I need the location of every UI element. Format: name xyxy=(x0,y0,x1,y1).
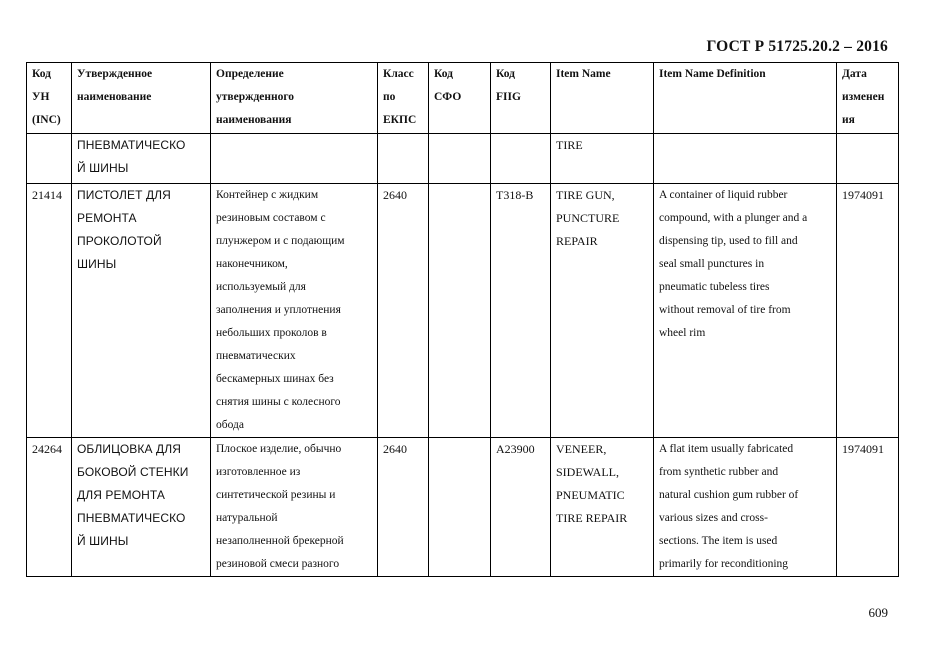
cell-class-ekps: 2640 xyxy=(378,184,429,438)
table-row xyxy=(27,134,899,184)
classifier-table xyxy=(26,62,899,577)
cell-item-name: VENEER, SIDEWALL, PNEUMATIC TIRE REPAIR xyxy=(551,438,654,577)
cell-item-name: TIRE xyxy=(551,134,654,184)
cell-approved-name: ПИСТОЛЕТ ДЛЯ РЕМОНТА ПРОКОЛОТОЙ ШИНЫ xyxy=(72,184,211,438)
cell-date-changed xyxy=(837,134,899,184)
cell-code-inc: 21414 xyxy=(27,184,72,438)
cell-item-name-definition xyxy=(654,134,837,184)
page-number: 609 xyxy=(868,605,888,620)
cell-approved-name: ОБЛИЦОВКА ДЛЯ БОКОВОЙ СТЕНКИ ДЛЯ РЕМОНТА ПНЕВМАТИЧЕСКО Й ШИНЫ xyxy=(72,438,211,577)
table-row xyxy=(27,438,899,577)
document-standard-title: ГОСТ Р 51725.20.2 – 2016 xyxy=(706,38,888,55)
cell-definition-ru: Контейнер с жидким резиновым составом с плунжером и с подающим наконечником, используемый для заполнения и уплотнения небольших проколов в пневматических бескамерных шинах без снятия шины с колесного обода xyxy=(211,184,378,438)
cell-code-fiig: A23900 xyxy=(491,438,551,577)
table-header-row xyxy=(27,63,899,134)
cell-class-ekps xyxy=(378,134,429,184)
cell-item-name: TIRE GUN, PUNCTURE REPAIR xyxy=(551,184,654,438)
cell-item-name-definition: A flat item usually fabricated from synthetic rubber and natural cushion gum rubber of various sizes and cross- sections. The item is used primarily for reconditioning xyxy=(654,438,837,577)
header-code-inc: Код УН (INC) xyxy=(27,63,72,134)
cell-date-changed: 1974091 xyxy=(837,438,899,577)
header-item-name-definition: Item Name Definition xyxy=(654,63,837,134)
cell-code-sfo xyxy=(429,438,491,577)
table-row xyxy=(27,184,899,438)
cell-item-name-definition: A container of liquid rubber compound, with a plunger and a dispensing tip, used to fill and seal small punctures in pneumatic tubeless tires without removal of tire from wheel rim xyxy=(654,184,837,438)
cell-definition-ru xyxy=(211,134,378,184)
header-code-sfo: Код СФО xyxy=(429,63,491,134)
header-item-name: Item Name xyxy=(551,63,654,134)
header-date-changed: Дата изменен ия xyxy=(837,63,899,134)
cell-code-fiig xyxy=(491,134,551,184)
header-class-ekps: Класс по ЕКПС xyxy=(378,63,429,134)
cell-code-inc xyxy=(27,134,72,184)
cell-code-inc: 24264 xyxy=(27,438,72,577)
cell-definition-ru: Плоское изделие, обычно изготовленное из синтетической резины и натуральной незаполненной брекерной резиновой смеси разного xyxy=(211,438,378,577)
header-definition-ru: Определение утвержденного наименования xyxy=(211,63,378,134)
cell-code-fiig: T318-B xyxy=(491,184,551,438)
cell-code-sfo xyxy=(429,184,491,438)
cell-date-changed: 1974091 xyxy=(837,184,899,438)
header-code-fiig: Код FIIG xyxy=(491,63,551,134)
cell-code-sfo xyxy=(429,134,491,184)
cell-class-ekps: 2640 xyxy=(378,438,429,577)
cell-approved-name: ПНЕВМАТИЧЕСКО Й ШИНЫ xyxy=(72,134,211,184)
header-approved-name: Утвержденное наименование xyxy=(72,63,211,134)
